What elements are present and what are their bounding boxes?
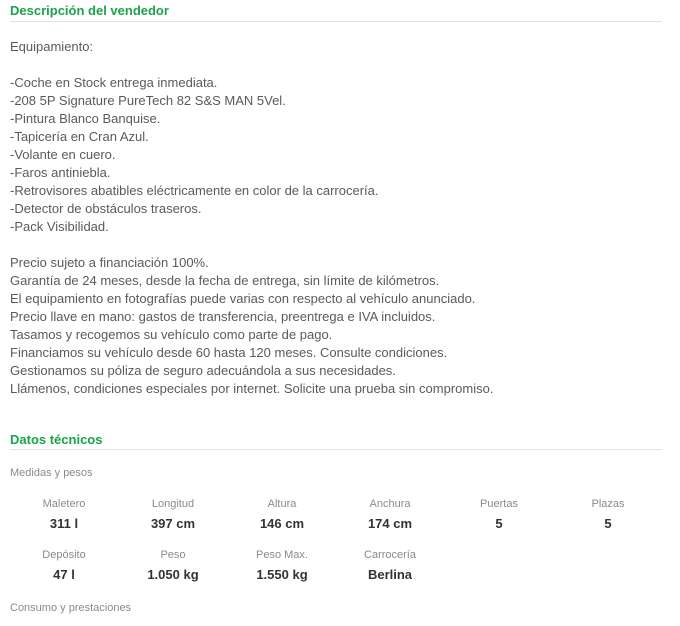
description-line: Equipamiento: [10,39,94,54]
spec-value: Berlina [367,567,413,582]
description-line: -Detector de obstáculos traseros. [10,201,202,216]
spec-label: Peso [160,549,186,561]
spec-value: 47 l [53,567,75,582]
description-line: -208 5P Signature PureTech 82 S&S MAN 5Vel. [10,93,286,108]
spec-label: Longitud [151,498,195,510]
description-line: -Tapicería en Cran Azul. [10,129,149,144]
description-line: -Coche en Stock entrega inmediata. [10,75,218,90]
spec-width [336,497,444,532]
description-line: Gestionamos su póliza de seguro adecuándola a sus necesidades. [10,363,396,378]
spec-weight [119,548,227,583]
description-line: Precio sujeto a financiación 100%. [10,255,209,270]
technical-data-title: Datos técnicos [10,432,103,447]
description-line: Llámenos, condiciones especiales por internet. Solicite una prueba sin compromiso. [10,381,494,396]
description-line: -Pack Visibilidad. [10,219,109,234]
spec-value: 311 l [49,516,79,531]
spec-value: 146 cm [259,516,305,531]
spec-value: 397 cm [150,516,196,531]
description-blank-line [10,236,670,254]
spec-label: Peso Max. [256,549,308,561]
spec-label: Altura [267,498,297,510]
vendor-description-text [10,38,670,398]
spec-seats [554,497,662,532]
spec-label: Carrocería [364,549,416,561]
vendor-description-divider [10,21,662,22]
description-line: Precio llave en mano: gastos de transferencia, preentrega e IVA incluidos. [10,309,436,324]
consumption-performance-heading: Consumo y prestaciones [10,602,132,614]
description-line: -Retrovisores abatibles eléctricamente en color de la carrocería. [10,183,379,198]
spec-label: Anchura [369,498,411,510]
spec-fuel-tank [10,548,118,583]
description-line: -Faros antiniebla. [10,165,111,180]
spec-max-weight [228,548,336,583]
spec-label: Plazas [591,498,625,510]
description-line: -Volante en cuero. [10,147,116,162]
spec-doors [445,497,553,532]
description-line: El equipamiento en fotografías puede varias con respecto al vehículo anunciado. [10,291,476,306]
vendor-description-title: Descripción del vendedor [10,3,169,18]
spec-value: 174 cm [367,516,413,531]
spec-value: 1.550 kg [256,567,308,582]
spec-value: 5 [495,516,503,531]
spec-body-type [336,548,444,583]
description-line: Garantía de 24 meses, desde la fecha de entrega, sin límite de kilómetros. [10,273,440,288]
spec-label: Puertas [480,498,518,510]
description-line: -Pintura Blanco Banquise. [10,111,161,126]
spec-label: Maletero [42,498,86,510]
spec-value: 1.050 kg [147,567,199,582]
description-blank-line [10,56,670,74]
spec-trunk [10,497,118,532]
spec-label: Depósito [42,549,86,561]
measures-weights-heading: Medidas y pesos [10,467,93,479]
description-line: Financiamos su vehículo desde 60 hasta 120 meses. Consulte condiciones. [10,345,448,360]
spec-value: 5 [604,516,612,531]
description-line: Tasamos y recogemos su vehículo como parte de pago. [10,327,333,342]
spec-height [228,497,336,532]
spec-length [119,497,227,532]
technical-data-divider [10,449,662,450]
